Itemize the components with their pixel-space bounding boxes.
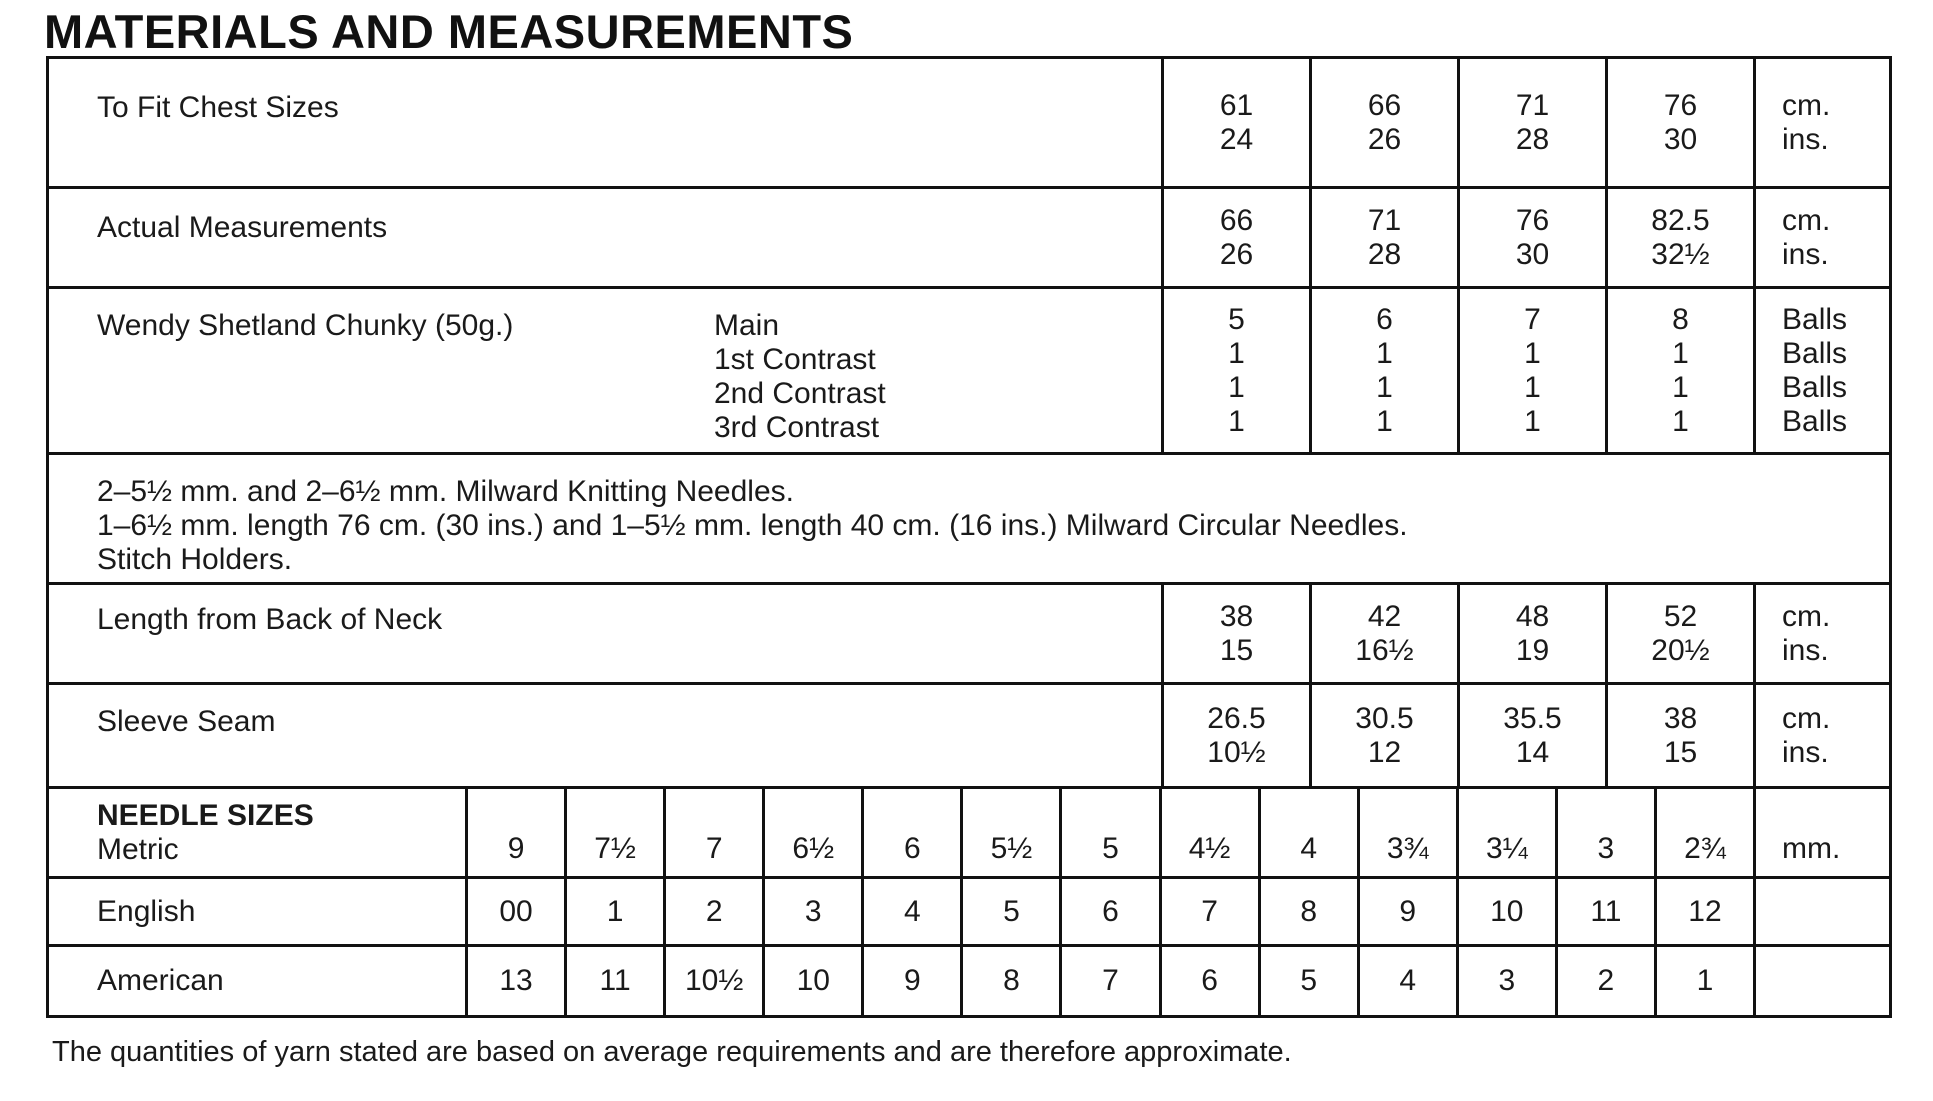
- english-cell: 4: [861, 879, 960, 944]
- english-cell: 12: [1654, 879, 1753, 944]
- balls-value: 1: [1672, 336, 1689, 370]
- cm-value: 48: [1515, 599, 1550, 633]
- colour-3rd-contrast: 3rd Contrast: [714, 411, 880, 444]
- needles-line: 2–5½ mm. and 2–6½ mm. Milward Knitting Needles.: [97, 475, 794, 508]
- metric-cell: 3¼: [1456, 789, 1555, 876]
- size-cell: [1309, 585, 1457, 682]
- metric-cell: 9: [465, 789, 564, 876]
- size-cell: [1309, 59, 1457, 186]
- unit-cell: [1753, 685, 1889, 786]
- size-cell: [1457, 59, 1605, 186]
- unit-balls: Balls: [1782, 336, 1848, 370]
- ins-value: 32½: [1651, 237, 1710, 271]
- english-cell: 5: [960, 879, 1059, 944]
- ins-value: 28: [1515, 122, 1550, 156]
- balls-value: 1: [1524, 336, 1541, 370]
- ins-value: 26: [1219, 237, 1254, 271]
- cm-value: 38: [1663, 701, 1698, 735]
- needles-line: Stitch Holders.: [97, 543, 293, 576]
- needles-line: 1–6½ mm. length 76 cm. (30 ins.) and 1–5½ mm. length 40 cm. (16 ins.) Milward Circular Needles.: [97, 509, 1408, 542]
- english-unit-empty: [1753, 879, 1889, 944]
- american-cell: 5: [1258, 947, 1357, 1015]
- english-cell: 3: [762, 879, 861, 944]
- unit-cell: [1753, 585, 1889, 682]
- chest-sizes-row: [49, 59, 1889, 189]
- balls-value: 1: [1228, 370, 1245, 404]
- unit-cm: cm.: [1782, 203, 1831, 237]
- colour-2nd-contrast: 2nd Contrast: [714, 377, 886, 410]
- unit-ins: ins.: [1782, 633, 1829, 667]
- size-cell: [1605, 585, 1753, 682]
- american-cell: 10: [762, 947, 861, 1015]
- balls-value: 1: [1376, 336, 1393, 370]
- ins-value: 10½: [1207, 735, 1266, 769]
- ins-value: 19: [1515, 633, 1550, 667]
- cm-value: 61: [1219, 88, 1254, 122]
- unit-balls: Balls: [1782, 370, 1848, 404]
- actual-measurements-row: [49, 189, 1889, 289]
- length-label: Length from Back of Neck: [97, 603, 443, 636]
- needles-list: [49, 455, 1889, 582]
- unit-cell: [1753, 189, 1889, 286]
- metric-cell: 7: [663, 789, 762, 876]
- cm-value: 35.5: [1503, 701, 1562, 735]
- metric-cell: 5½: [960, 789, 1059, 876]
- size-cell: [1309, 685, 1457, 786]
- american-label: American: [97, 964, 224, 997]
- needle-sizes-label: [49, 789, 465, 876]
- balls-value: 1: [1376, 404, 1393, 438]
- ins-value: 28: [1367, 237, 1402, 271]
- cm-value: 76: [1663, 88, 1698, 122]
- english-cell: 10: [1456, 879, 1555, 944]
- unit-cell: [1753, 289, 1889, 452]
- unit-balls: Balls: [1782, 302, 1848, 336]
- cm-value: 76: [1515, 203, 1550, 237]
- size-cell: [1605, 189, 1753, 286]
- unit-cm: cm.: [1782, 701, 1831, 735]
- size-cell: [1457, 585, 1605, 682]
- english-label: English: [97, 894, 196, 928]
- american-cell: 7: [1059, 947, 1158, 1015]
- metric-label: Metric: [97, 832, 179, 866]
- american-cell: 3: [1456, 947, 1555, 1015]
- ins-value: 14: [1515, 735, 1550, 769]
- ins-value: 12: [1367, 735, 1402, 769]
- metric-cell: 3: [1555, 789, 1654, 876]
- balls-value: 1: [1524, 404, 1541, 438]
- american-unit-empty: [1753, 947, 1889, 1015]
- balls-value: 1: [1228, 404, 1245, 438]
- cm-value: 38: [1219, 599, 1254, 633]
- ins-value: 24: [1219, 122, 1254, 156]
- size-cell: [1457, 289, 1605, 452]
- unit-cm: cm.: [1782, 599, 1831, 633]
- american-cell: 1: [1654, 947, 1753, 1015]
- sleeve-seam-row: [49, 685, 1889, 789]
- unit-ins: ins.: [1782, 237, 1829, 271]
- balls-value: 5: [1228, 302, 1245, 336]
- length-row: [49, 585, 1889, 685]
- unit-cell: [1753, 59, 1889, 186]
- english-cell: 11: [1555, 879, 1654, 944]
- cm-value: 66: [1367, 88, 1402, 122]
- english-cell: 9: [1357, 879, 1456, 944]
- needle-sizes-metric-row: [49, 789, 1889, 879]
- balls-value: 6: [1376, 302, 1393, 336]
- size-cell: [1309, 189, 1457, 286]
- yarn-label-cell: [49, 289, 1161, 452]
- materials-table: [46, 56, 1892, 1018]
- size-cell: [1161, 585, 1309, 682]
- balls-value: 1: [1672, 404, 1689, 438]
- cm-value: 71: [1367, 203, 1402, 237]
- metric-cell: 2¾: [1654, 789, 1753, 876]
- american-cell: 8: [960, 947, 1059, 1015]
- english-cell: 00: [465, 879, 564, 944]
- chest-sizes-label: To Fit Chest Sizes: [97, 91, 339, 124]
- english-cell: 1: [564, 879, 663, 944]
- american-cell: 4: [1357, 947, 1456, 1015]
- size-cell: [1605, 59, 1753, 186]
- american-cell: 6: [1159, 947, 1258, 1015]
- metric-cell: 6: [861, 789, 960, 876]
- metric-cell: 4: [1258, 789, 1357, 876]
- yarn-label: Wendy Shetland Chunky (50g.): [97, 309, 514, 342]
- size-cell: [1309, 289, 1457, 452]
- size-cell: [1457, 685, 1605, 786]
- sleeve-seam-label: Sleeve Seam: [97, 705, 276, 738]
- unit-cm: cm.: [1782, 88, 1831, 122]
- yarn-colour-list: [714, 309, 886, 445]
- english-cell: 6: [1059, 879, 1158, 944]
- american-cell: 10½: [663, 947, 762, 1015]
- english-cell: 2: [663, 879, 762, 944]
- yarn-footnote: The quantities of yarn stated are based on average requirements and are therefore approximate.: [52, 1036, 1292, 1068]
- metric-cell: 4½: [1159, 789, 1258, 876]
- american-cell: 13: [465, 947, 564, 1015]
- size-cell: [1457, 189, 1605, 286]
- cm-value: 82.5: [1651, 203, 1710, 237]
- size-cell: [1161, 59, 1309, 186]
- metric-cell: 6½: [762, 789, 861, 876]
- metric-cell: 5: [1059, 789, 1158, 876]
- ins-value: 20½: [1651, 633, 1710, 667]
- american-cell: 9: [861, 947, 960, 1015]
- size-cell: [1161, 289, 1309, 452]
- metric-unit: mm.: [1753, 789, 1889, 876]
- size-cell: [1161, 685, 1309, 786]
- yarn-row: [49, 289, 1889, 455]
- cm-value: 52: [1663, 599, 1698, 633]
- balls-value: 1: [1228, 336, 1245, 370]
- unit-ins: ins.: [1782, 735, 1829, 769]
- unit-balls: Balls: [1782, 404, 1848, 438]
- cm-value: 30.5: [1355, 701, 1414, 735]
- ins-value: 16½: [1355, 633, 1414, 667]
- balls-value: 1: [1524, 370, 1541, 404]
- cm-value: 71: [1515, 88, 1550, 122]
- needle-sizes-american-row: [49, 947, 1889, 1015]
- size-cell: [1161, 189, 1309, 286]
- metric-cell: 3¾: [1357, 789, 1456, 876]
- needles-row: [49, 455, 1889, 585]
- balls-value: 1: [1376, 370, 1393, 404]
- ins-value: 15: [1219, 633, 1254, 667]
- american-cell: 2: [1555, 947, 1654, 1015]
- metric-cell: 7½: [564, 789, 663, 876]
- page-title: MATERIALS AND MEASUREMENTS: [44, 5, 854, 58]
- cm-value: 42: [1367, 599, 1402, 633]
- cm-value: 66: [1219, 203, 1254, 237]
- ins-value: 26: [1367, 122, 1402, 156]
- cm-value: 26.5: [1207, 701, 1266, 735]
- english-cell: 8: [1258, 879, 1357, 944]
- balls-value: 7: [1524, 302, 1541, 336]
- balls-value: 1: [1672, 370, 1689, 404]
- american-cell: 11: [564, 947, 663, 1015]
- unit-ins: ins.: [1782, 122, 1829, 156]
- size-cell: [1605, 289, 1753, 452]
- english-cell: 7: [1159, 879, 1258, 944]
- ins-value: 30: [1663, 122, 1698, 156]
- colour-1st-contrast: 1st Contrast: [714, 343, 876, 376]
- ins-value: 15: [1663, 735, 1698, 769]
- ins-value: 30: [1515, 237, 1550, 271]
- colour-main: Main: [714, 309, 780, 342]
- balls-value: 8: [1672, 302, 1689, 336]
- needle-sizes-english-row: [49, 879, 1889, 947]
- actual-measurements-label: Actual Measurements: [97, 211, 388, 244]
- size-cell: [1605, 685, 1753, 786]
- needle-sizes-heading: NEEDLE SIZES: [97, 798, 314, 832]
